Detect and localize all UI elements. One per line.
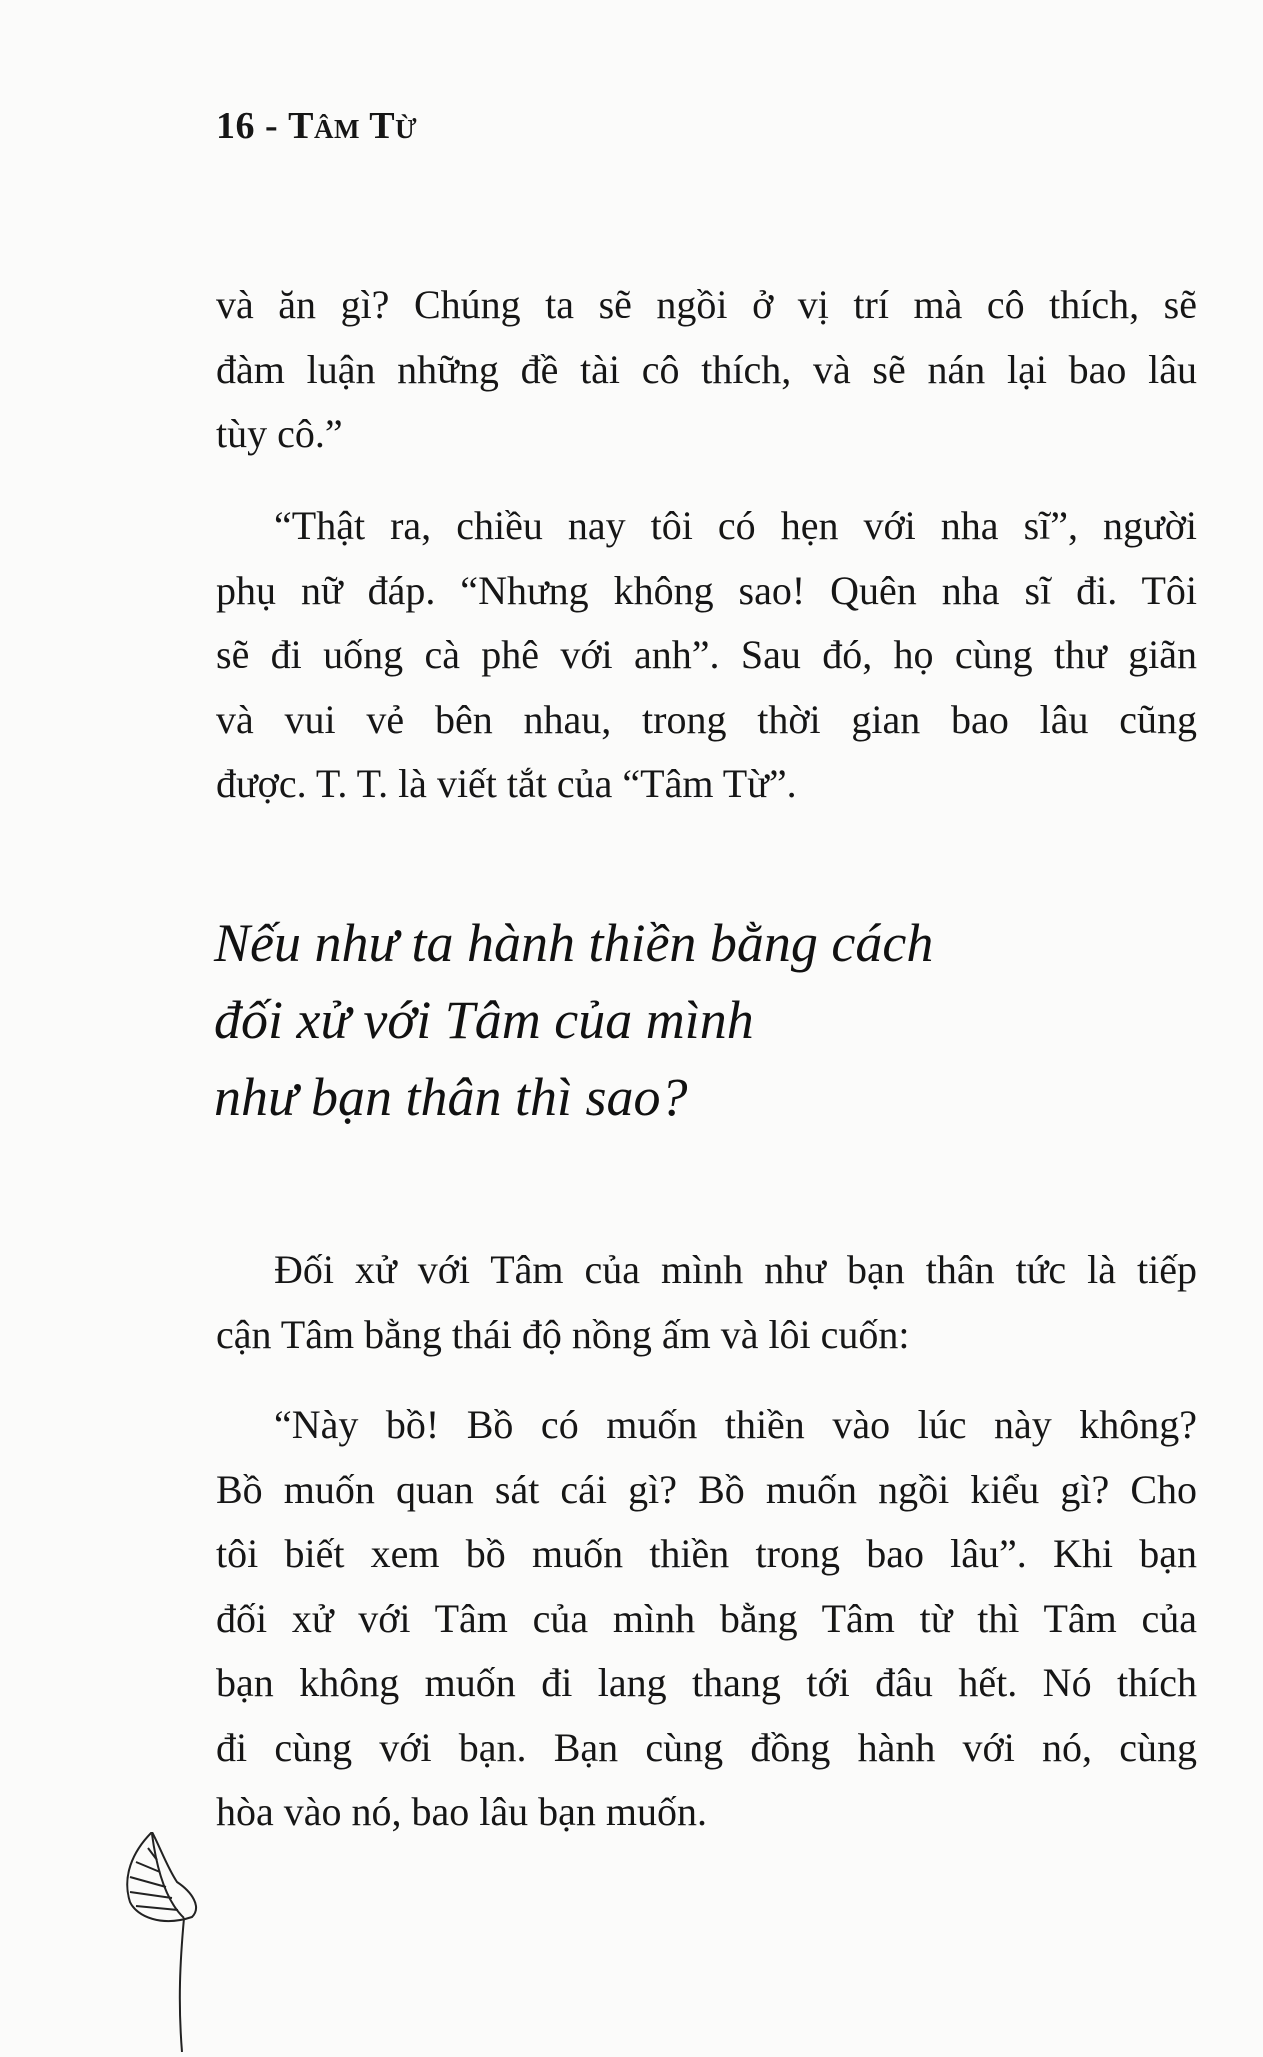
text-line: “Thật ra, chiều nay tôi có hẹn với nha sĩ”, người xyxy=(274,503,1197,548)
text-line: hòa vào nó, bao lâu bạn muốn. xyxy=(216,1789,707,1834)
text-line: “Này bồ! Bồ có muốn thiền vào lúc này không? xyxy=(274,1402,1197,1447)
text-line: tôi biết xem bồ muốn thiền trong bao lâu”. Khi bạn xyxy=(216,1531,1197,1576)
heading-line: đối xử với Tâm của mình xyxy=(214,990,754,1050)
paragraph-3 xyxy=(216,1238,1197,1367)
heading-line: như bạn thân thì sao? xyxy=(214,1067,688,1127)
heading-line: Nếu như ta hành thiền bằng cách xyxy=(214,913,934,973)
text-line: Đối xử với Tâm của mình như bạn thân tức là tiếp xyxy=(274,1247,1197,1292)
text-line: tùy cô.” xyxy=(216,411,343,456)
paragraph-4 xyxy=(216,1393,1197,1845)
text-line: Bồ muốn quan sát cái gì? Bồ muốn ngồi kiểu gì? Cho xyxy=(216,1466,1197,1512)
text-line: đối xử với Tâm của mình bằng Tâm từ thì Tâm của xyxy=(216,1595,1197,1641)
section-heading xyxy=(214,905,933,1136)
text-line: và ăn gì? Chúng ta sẽ ngồi ở vị trí mà cô thích, sẽ xyxy=(216,282,1197,327)
running-header xyxy=(216,104,417,148)
book-title: Tâm Từ xyxy=(288,105,418,147)
paragraph-2 xyxy=(216,494,1197,817)
text-line: bạn không muốn đi lang thang tới đâu hết. Nó thích xyxy=(216,1660,1197,1705)
text-line: cận Tâm bằng thái độ nồng ấm và lôi cuốn: xyxy=(216,1311,910,1357)
text-line: phụ nữ đáp. “Nhưng không sao! Quên nha sĩ đi. Tôi xyxy=(216,567,1197,613)
text-line: đàm luận những đề tài cô thích, và sẽ nán lại bao lâu xyxy=(216,346,1197,392)
page-number: 16 xyxy=(216,105,255,147)
text-line: và vui vẻ bên nhau, trong thời gian bao lâu cũng xyxy=(216,696,1197,742)
paragraph-1 xyxy=(216,273,1197,467)
leaf-icon xyxy=(122,1832,212,2057)
text-line: đi cùng với bạn. Bạn cùng đồng hành với nó, cùng xyxy=(216,1724,1197,1770)
text-line: được. T. T. là viết tắt của “Tâm Từ”. xyxy=(216,761,797,806)
text-line: sẽ đi uống cà phê với anh”. Sau đó, họ cùng thư giãn xyxy=(216,632,1197,677)
header-separator: - xyxy=(255,105,289,147)
